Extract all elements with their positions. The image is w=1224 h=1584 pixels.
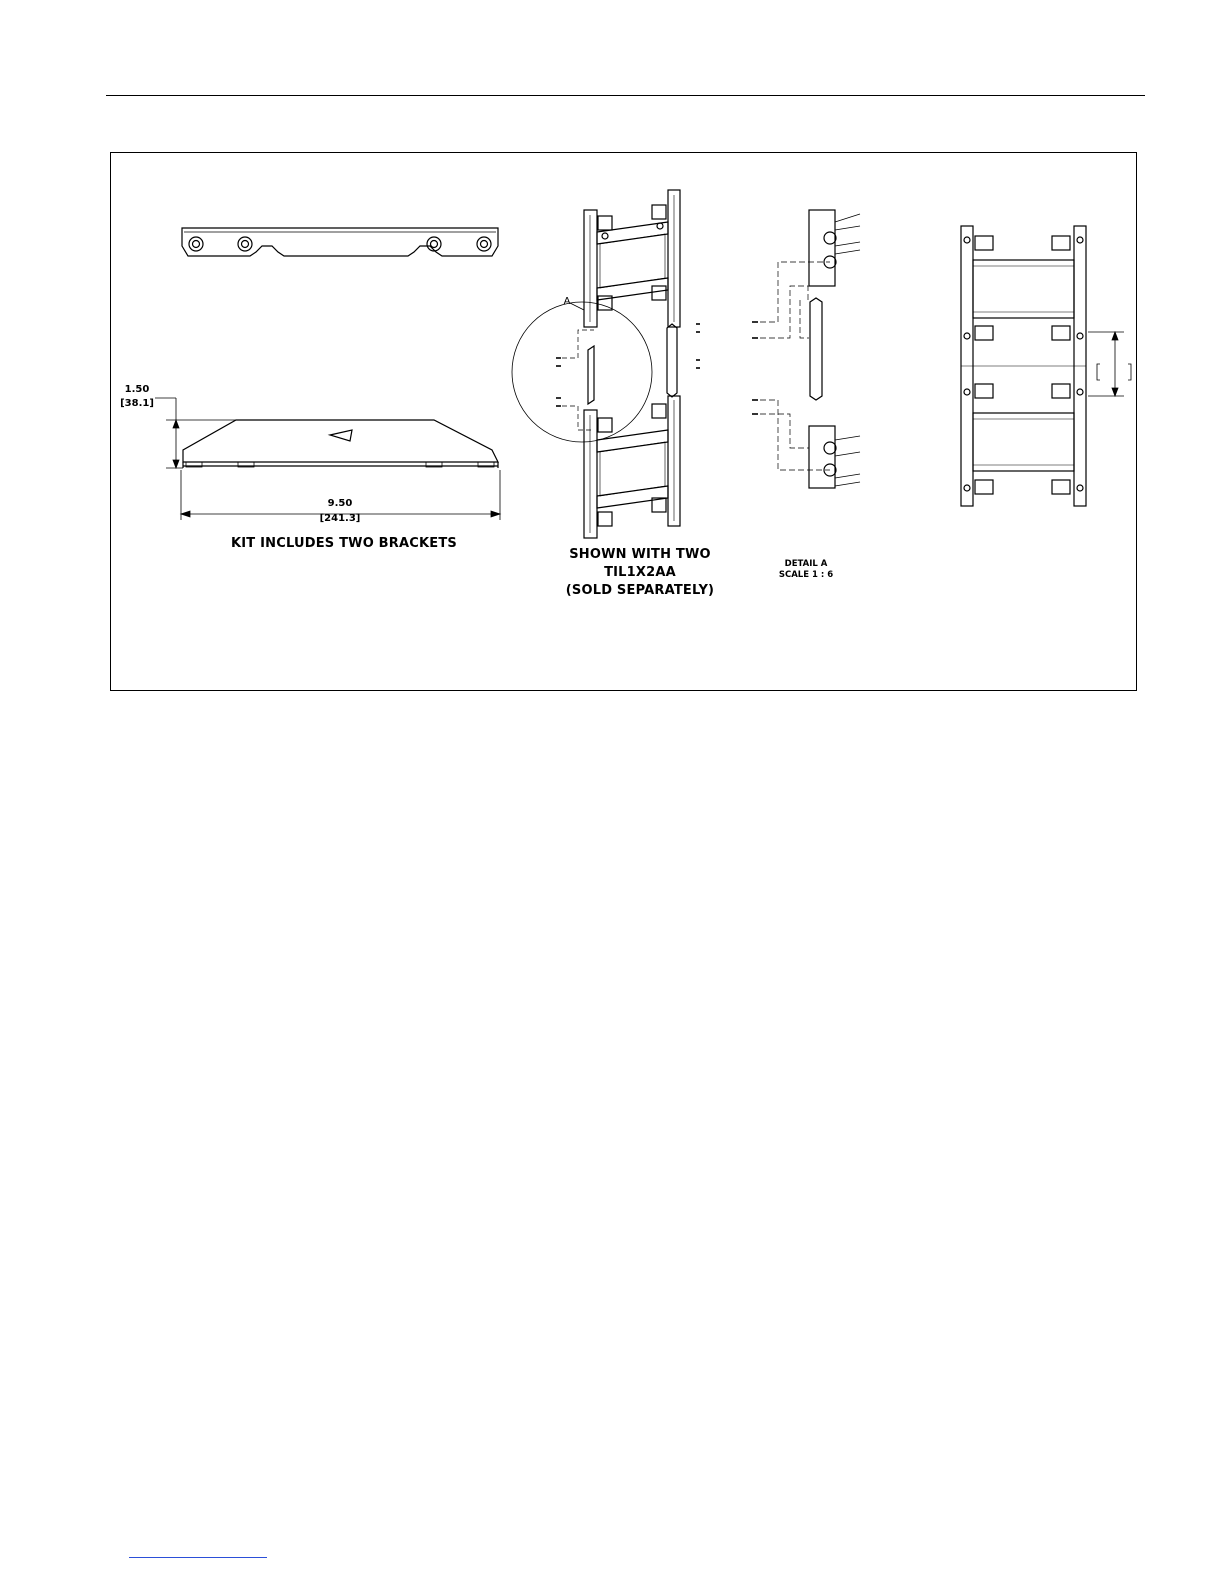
shown-caption-line3: (SOLD SEPARATELY) xyxy=(565,583,715,598)
front-view xyxy=(961,226,1086,506)
detail-a-circle xyxy=(512,302,652,442)
bracket-side-view xyxy=(183,420,498,468)
height-inch-label: 1.50 xyxy=(124,384,150,395)
assembly-view xyxy=(512,190,700,538)
front-view-dimension xyxy=(1088,332,1131,396)
detail-caption-line2: SCALE 1 : 6 xyxy=(778,570,834,580)
detail-caption-line1: DETAIL A xyxy=(784,559,828,569)
shown-caption-line1: SHOWN WITH TWO xyxy=(569,547,711,562)
height-mm-label: [38.1] xyxy=(120,398,154,409)
lower-frame xyxy=(584,396,680,538)
width-mm-label: [241.3] xyxy=(319,513,361,524)
shown-caption-line2: TIL1X2AA xyxy=(604,565,676,580)
detail-marker-label: A xyxy=(563,296,571,307)
detail-a-view xyxy=(752,210,860,488)
kit-caption: KIT INCLUDES TWO BRACKETS xyxy=(231,536,457,551)
upper-frame xyxy=(584,190,680,327)
width-inch-label: 9.50 xyxy=(327,498,353,509)
bracket-top-view xyxy=(182,228,498,256)
height-dimension xyxy=(155,398,236,468)
